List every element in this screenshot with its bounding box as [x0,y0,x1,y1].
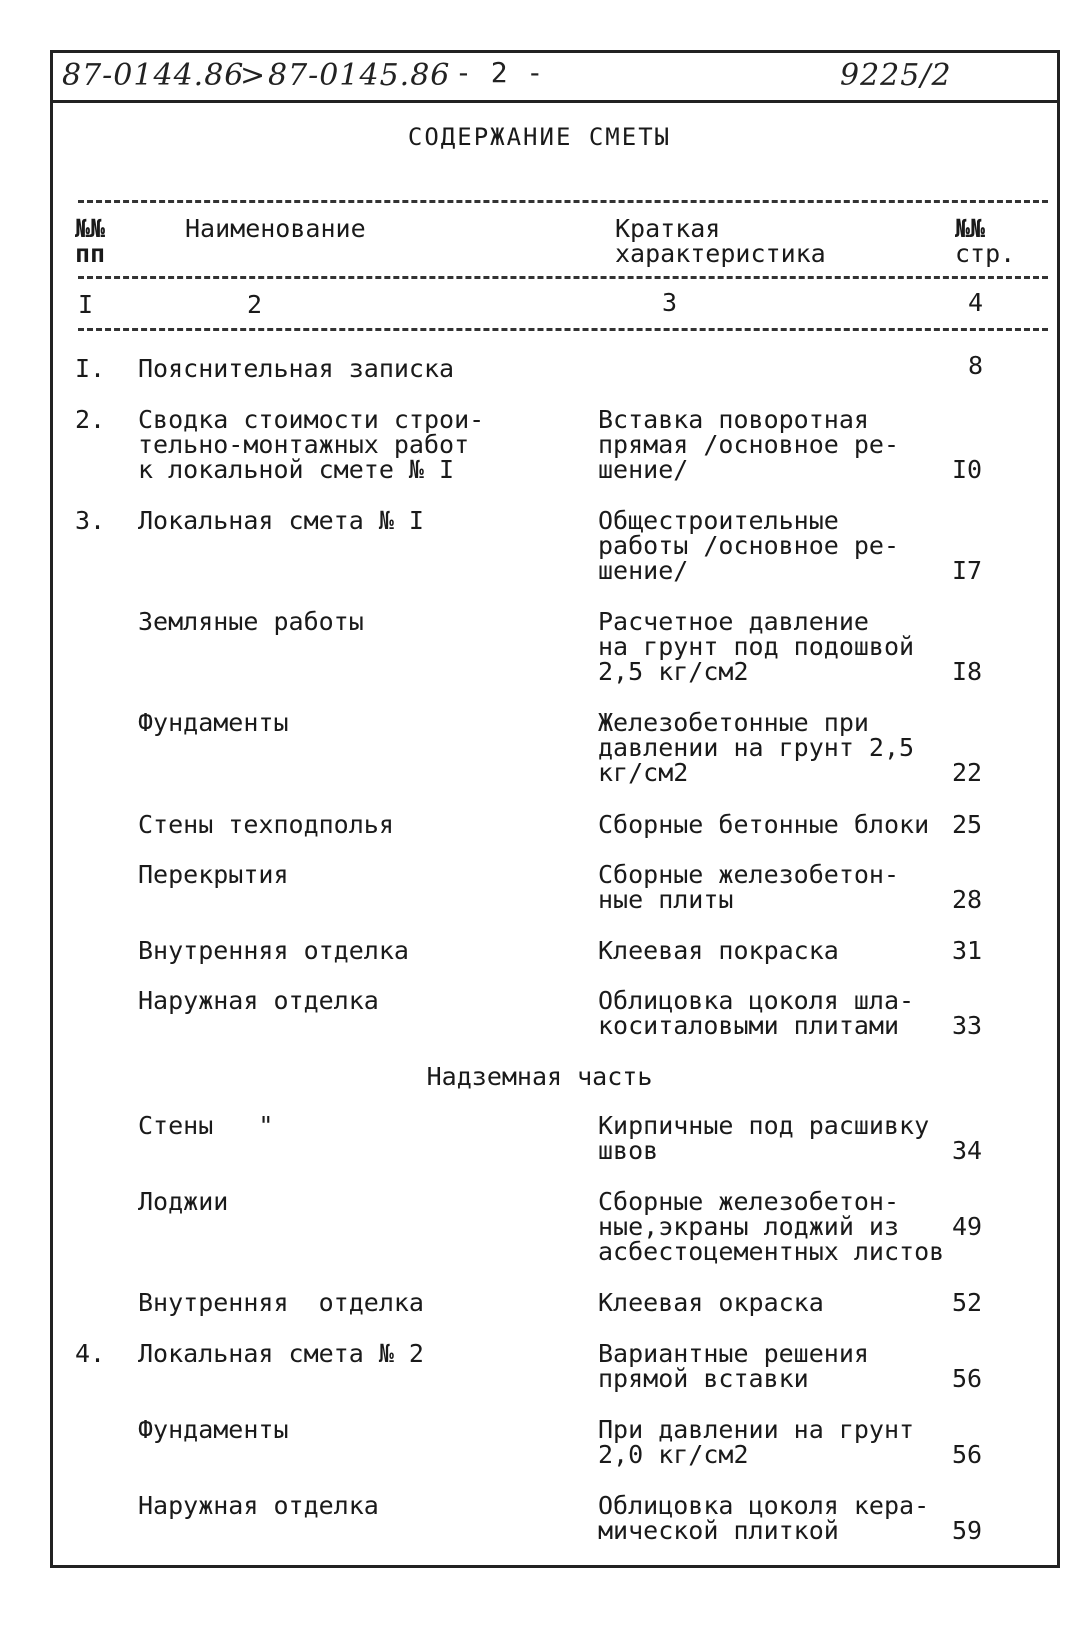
row-desc: шение/ [598,455,689,484]
row-page: 56 [952,1440,983,1469]
row-num: 2. [75,405,106,434]
row-desc: Общестроительные [598,506,839,535]
row-page: 52 [952,1288,983,1317]
page-marker: - 2 - [455,56,545,89]
row-desc: мической плиткой [598,1516,839,1545]
row-name: Пояснительная записка [138,354,455,383]
row-name: Фундаменты [138,1415,289,1444]
row-page: 33 [952,1011,983,1040]
row-desc: работы /основное ре- [598,531,900,560]
row-name: Лоджии [138,1187,229,1216]
col-number-2: 2 [247,290,263,319]
row-desc: ные плиты [598,885,734,914]
row-desc: Вставка поворотная [598,405,869,434]
row-page: 8 [968,351,984,380]
row-num: 4. [75,1339,106,1368]
row-desc: прямой вставки [598,1364,809,1393]
row-name: Земляные работы [138,607,364,636]
row-desc: ные,экраны лоджий из [598,1212,900,1241]
row-desc: При давлении на грунт [598,1415,915,1444]
header-rule [50,100,1060,103]
doc-number: 9225/2 [840,58,952,93]
row-page: 59 [952,1516,983,1545]
row-num: 3. [75,506,106,535]
row-desc: Сборные железобетон- [598,860,900,889]
row-desc: 2,5 кг/см2 [598,657,749,686]
row-desc: Сборные бетонные блоки [598,810,930,839]
table-rule-top [78,200,1048,203]
row-name: Перекрытия [138,860,289,889]
page-title: СОДЕРЖАНИЕ СМЕТЫ [407,123,672,151]
row-page: I8 [952,657,983,686]
row-name: Наружная отделка [138,1491,379,1520]
row-desc: Облицовка цоколя кера- [598,1491,930,1520]
row-name: Наружная отделка [138,986,379,1015]
row-desc: Железобетонные при [598,708,869,737]
row-desc: Сборные железобетон- [598,1187,900,1216]
row-page: 56 [952,1364,983,1393]
row-name: тельно-монтажных работ [138,430,470,459]
row-page: 34 [952,1136,983,1165]
row-name: Локальная смета № I [138,506,424,535]
row-page: 49 [952,1212,983,1241]
code-right: 87-0145.86 [268,58,451,93]
row-page: 31 [952,936,983,965]
col-number-1: I [78,290,94,319]
code-separator: > [240,58,267,93]
row-desc: асбестоцементных листов [598,1237,945,1266]
row-desc: Облицовка цоколя шла- [598,986,915,1015]
row-desc: 2,0 кг/см2 [598,1440,749,1469]
col-name-header: Наименование [185,214,366,243]
row-desc: давлении на грунт 2,5 [598,733,915,762]
row-name: Внутренняя отделка [138,936,409,965]
row-page: 22 [952,758,983,787]
code-left: 87-0144.86 [62,58,245,93]
col-desc-header-2: характеристика [615,239,826,268]
row-page: 25 [952,810,983,839]
row-name: Фундаменты [138,708,289,737]
col-num-header-2: пп [75,239,106,268]
row-name: Внутренняя отделка [138,1288,424,1317]
col-num-header-1: №№ [75,214,106,243]
table-rule-bottom [78,328,1048,331]
row-desc: кг/см2 [598,758,689,787]
row-name: Стены " [138,1111,274,1140]
row-desc: Вариантные решения [598,1339,869,1368]
row-name: к локальной смете № I [138,455,455,484]
row-page: I7 [952,556,983,585]
row-name: Сводка стоимости строи- [138,405,485,434]
col-page-header-2: стр. [955,239,1016,268]
row-name: Стены техподполья [138,810,394,839]
row-desc: Клеевая покраска [598,936,839,965]
col-desc-header-1: Краткая [615,214,721,243]
row-desc: Клеевая окраска [598,1288,824,1317]
row-num: I. [75,354,106,383]
table-rule-mid [78,276,1048,279]
row-page: I0 [952,455,983,484]
row-name: Локальная смета № 2 [138,1339,424,1368]
col-number-3: 3 [662,288,678,317]
row-desc: Расчетное давление [598,607,869,636]
col-number-4: 4 [968,288,984,317]
row-desc: коситаловыми плитами [598,1011,900,1040]
section-heading: Надземная часть [426,1062,653,1091]
row-desc: шение/ [598,556,689,585]
row-page: 28 [952,885,983,914]
row-desc: Кирпичные под расшивку [598,1111,930,1140]
col-page-header-1: №№ [955,214,986,243]
row-desc: швов [598,1136,659,1165]
row-desc: прямая /основное ре- [598,430,900,459]
row-desc: на грунт под подошвой [598,632,915,661]
